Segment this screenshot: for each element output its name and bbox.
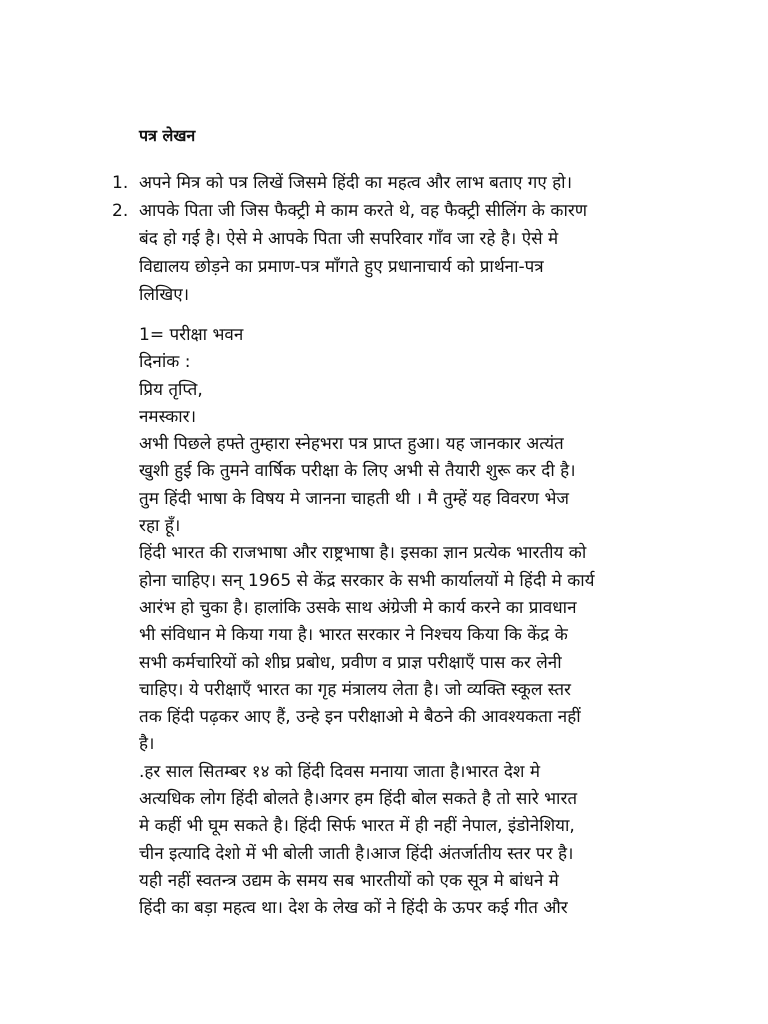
question-line: लिखिए। [139,285,190,305]
letter-date: दिनांक : [139,352,191,373]
question-number: 1. [112,173,129,193]
letter-line: चाहिए। ये परीक्षाएँ भारत का गृह मंत्रालय लेता है। जो व्यक्ति स्कूल स्तर [139,679,572,700]
letter-line: आरंभ हो चुका है। हालांकि उसके साथ अंग्रेजी मे कार्य करने का प्रावधान [139,597,577,618]
letter-salutation: प्रिय तृप्ति, [139,379,203,400]
letter-line: तुम हिंदी भाषा के विषय मे जानना चाहती थी । मै तुम्हें यह विवरण भेज [139,488,570,509]
letter-line: सभी कर्मचारियों को शीघ्र प्रबोध, प्रवीण व प्राज्ञ परीक्षाएँ पास कर लेनी [139,652,562,673]
letter-line: होना चाहिए। सन् 1965 से केंद्र सरकार के सभी कार्यालयों मे हिंदी मे कार्य [139,570,595,591]
question-line: विद्यालय छोड़ने का प्रमाण-पत्र माँगते हुए प्रधानाचार्य को प्रार्थना-पत्र [139,257,544,277]
letter-body [139,322,679,923]
letter-line: है। [139,734,155,755]
letter-line: भी संविधान मे किया गया है। भारत सरकार ने निश्चय किया कि केंद्र के [139,625,568,646]
letter-line: अत्यधिक लोग हिंदी बोलते है।अगर हम हिंदी बोल सकते है तो सारे भारत [139,789,578,810]
question-line: बंद हो गई है। ऐसे मे आपके पिता जी सपरिवार गाँव जा रहे है। ऐसे मे [139,229,559,249]
letter-line: तक हिंदी पढ़कर आए हैं, उन्हे इन परीक्षाओ मे बैठने की आवश्यकता नहीं [139,707,581,728]
letter-address: 1= परीक्षा भवन [139,325,244,345]
question-number: 2. [112,201,129,221]
question-list [112,169,682,309]
letter-line: खुशी हुई कि तुमने वार्षिक परीक्षा के लिए अभी से तैयारी शुरू कर दी है। [139,461,576,482]
page-title: पत्र लेखन [139,126,196,145]
question-line: अपने मित्र को पत्र लिखें जिसमे हिंदी का महत्व और लाभ बताए गए हो। [139,173,573,193]
question-line: आपके पिता जी जिस फैक्ट्री मे काम करते थे, वह फैक्ट्री सीलिंग के कारण [139,201,588,221]
letter-line: हिंदी का बड़ा महत्व था। देश के लेख कों ने हिंदी के ऊपर कई गीत और [139,898,568,919]
letter-greeting: नमस्कार। [139,406,197,427]
letter-line: अभी पिछले हफ्ते तुम्हारा स्नेहभरा पत्र प्राप्त हुआ। यह जानकार अत्यंत [139,434,564,455]
letter-line: .हर साल सितम्बर १४ को हिंदी दिवस मनाया जाता है।भारत देश मे [139,761,540,782]
letter-line: मे कहीं भी घूम सकते है। हिंदी सिर्फ भारत में ही नहीं नेपाल, इंडोनेशिया, [139,816,575,837]
letter-line: चीन इत्यादि देशो में भी बोली जाती है।आज हिंदी अंतर्जातीय स्तर पर है। [139,843,574,864]
question-item-2 [112,197,682,309]
letter-line: रहा हूँ। [139,516,181,537]
letter-line: हिंदी भारत की राजभाषा और राष्ट्रभाषा है। इसका ज्ञान प्रत्येक भारतीय को [139,543,587,564]
question-item-1 [112,169,682,197]
letter-line: यही नहीं स्वतन्त्र उद्यम के समय सब भारतीयों को एक सूत्र मे बांधने मे [139,870,559,891]
